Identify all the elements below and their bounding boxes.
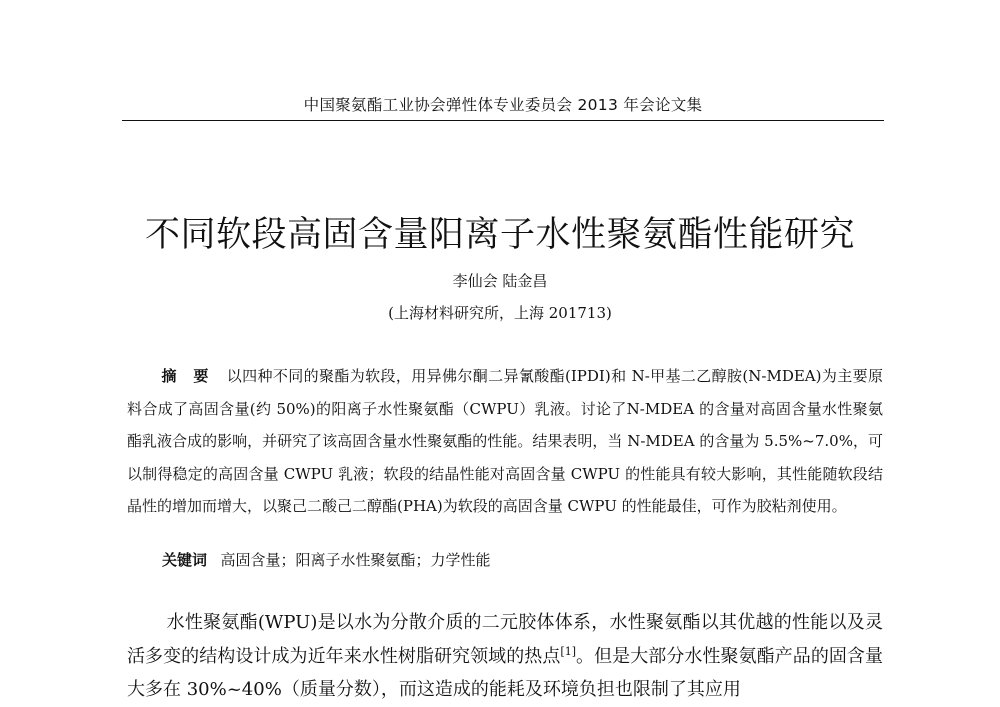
abstract-label: 摘要 <box>161 367 226 385</box>
authors: 李仙会 陆金昌 <box>452 272 548 290</box>
keywords-label: 关键词 <box>162 551 208 569</box>
keywords-text: 高固含量；阳离子水性聚氨酯；力学性能 <box>220 551 491 569</box>
keywords <box>162 549 491 570</box>
paper-title: 不同软段高固含量阳离子水性聚氨酯性能研究 <box>144 215 855 255</box>
body-paragraph <box>127 606 883 707</box>
abstract-text: 以四种不同的聚酯为软段，用异佛尔酮二异氰酸酯(IPDI)和 N-甲基二乙醇胺(N-MDEA)为主要原料合成了高固含量(约 50%)的阳离子水性聚氨酯（CWPU）乳液。讨论了N-MDEA 的含量对高固含量水性聚氨酯乳液合成的影响，并研究了该高固含量水性聚氨酯的性能。结果表明，当 N-MDEA 的含量为 5.5%~7.0%，可以制得稳定的高固含量 CWPU 乳液；软段的结晶性能对高固含量 CWPU 的性能具有较大影响，其性能随软段结晶性的增加而增大，以聚己二酸己二醇酯(PHA)为软段的高固含量 CWPU 的性能最佳，可作为胶粘剂使用。 <box>127 367 883 516</box>
header-divider <box>122 120 884 121</box>
body-text-part: 水性聚氨酯(WPU)是以水为分散介质的二元胶体体系，水性聚氨酯以其优越的性能以及灵活多变的结构设计成为近年来水性树脂研究领域的热点 <box>127 612 883 667</box>
abstract <box>127 360 883 523</box>
citation-ref[interactable]: [1] <box>560 644 576 658</box>
running-header: 中国聚氨酯工业协会弹性体专业委员会 2013 年会论文集 <box>303 96 703 114</box>
affiliation: (上海材料研究所，上海 201713) <box>388 304 612 322</box>
body-text-part: 。但是大部分水性聚氨酯产品的固含量大多在 30%~40%（质量分数），而这造成的能耗及环境负担也限制了其应用 <box>127 645 883 700</box>
